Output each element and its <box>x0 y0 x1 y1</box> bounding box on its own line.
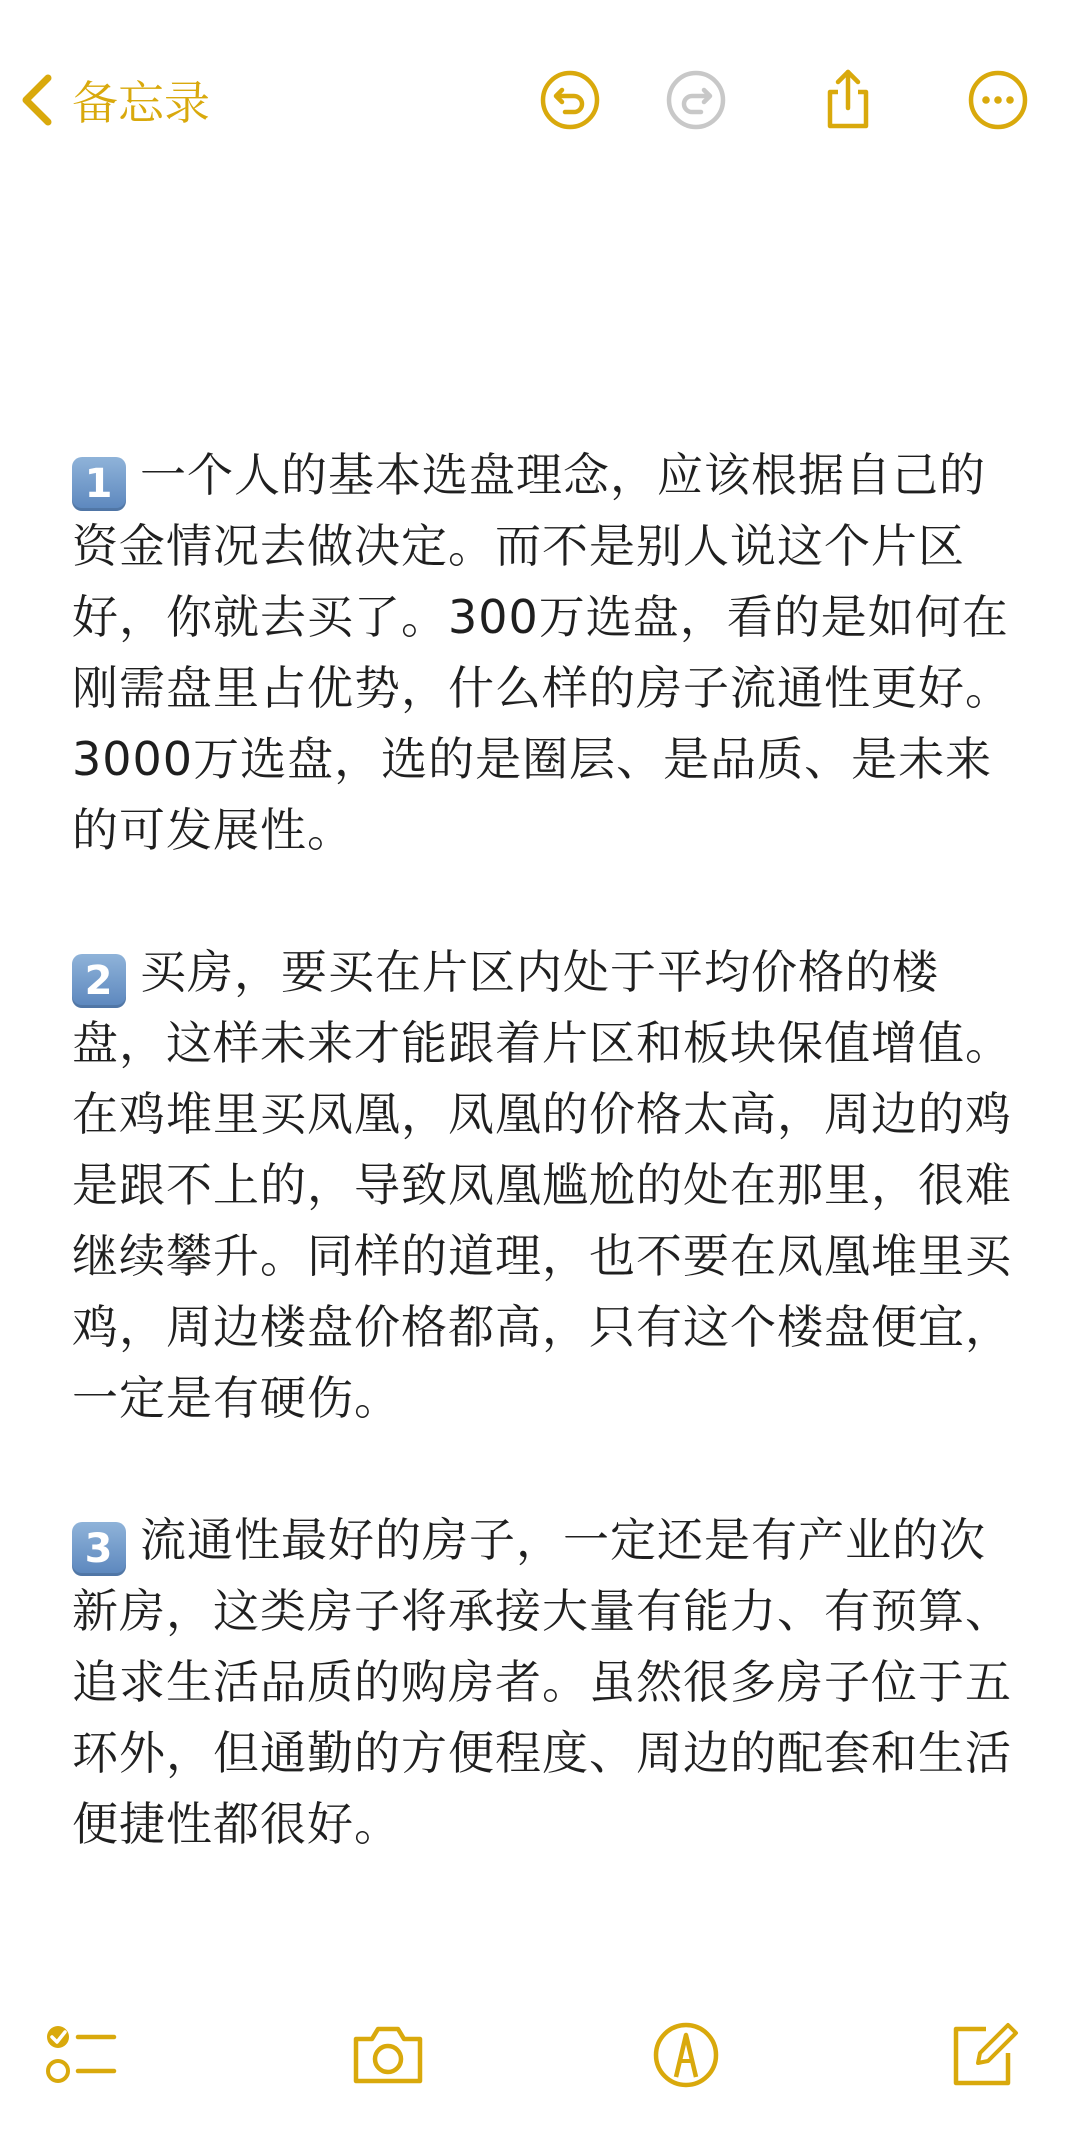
note-body[interactable] <box>72 440 1012 1931</box>
back-label: 备忘录 <box>72 76 210 130</box>
compose-button[interactable] <box>944 2015 1024 2095</box>
checklist-button[interactable] <box>42 2015 122 2095</box>
chevron-left-icon <box>18 68 58 132</box>
camera-icon <box>348 2015 428 2095</box>
compose-icon <box>944 2015 1024 2095</box>
note-paragraph <box>72 937 1012 1434</box>
undo-button[interactable] <box>538 68 602 132</box>
checklist-icon <box>42 2015 122 2095</box>
share-icon <box>816 68 880 132</box>
camera-button[interactable] <box>348 2015 428 2095</box>
more-button[interactable] <box>966 68 1030 132</box>
markup-icon <box>646 2015 726 2095</box>
more-icon <box>966 68 1030 132</box>
redo-icon <box>664 68 728 132</box>
markup-button[interactable] <box>646 2015 726 2095</box>
navigation-bar <box>0 50 1080 150</box>
undo-icon <box>538 68 602 132</box>
share-button[interactable] <box>816 68 880 132</box>
paragraph-text: 一个人的基本选盘理念，应该根据自己的资金情况去做决定。而不是别人说这个片区好，你就去买了。300万选盘，看的是如何在刚需盘里占优势，什么样的房子流通性更好。3000万选盘，选的是圈层、是品质、是未来的可发展性。 <box>72 448 1012 857</box>
number-badge-1: 1 <box>72 457 126 511</box>
back-button[interactable] <box>18 68 210 132</box>
bottom-toolbar <box>0 1985 1080 2155</box>
note-paragraph <box>72 440 1012 866</box>
number-badge-2: 2 <box>72 954 126 1008</box>
number-badge-3: 3 <box>72 1522 126 1576</box>
note-paragraph <box>72 1505 1012 1860</box>
paragraph-text: 流通性最好的房子，一定还是有产业的次新房，这类房子将承接大量有能力、有预算、追求生活品质的购房者。虽然很多房子位于五环外，但通勤的方便程度、周边的配套和生活便捷性都很好。 <box>72 1513 1012 1851</box>
paragraph-text: 买房，要买在片区内处于平均价格的楼盘，这样未来才能跟着片区和板块保值增值。在鸡堆里买凤凰，凤凰的价格太高，周边的鸡是跟不上的，导致凤凰尴尬的处在那里，很难继续攀升。同样的道理，也不要在凤凰堆里买鸡，周边楼盘价格都高，只有这个楼盘便宜，一定是有硬伤。 <box>72 945 1012 1425</box>
redo-button[interactable] <box>664 68 728 132</box>
